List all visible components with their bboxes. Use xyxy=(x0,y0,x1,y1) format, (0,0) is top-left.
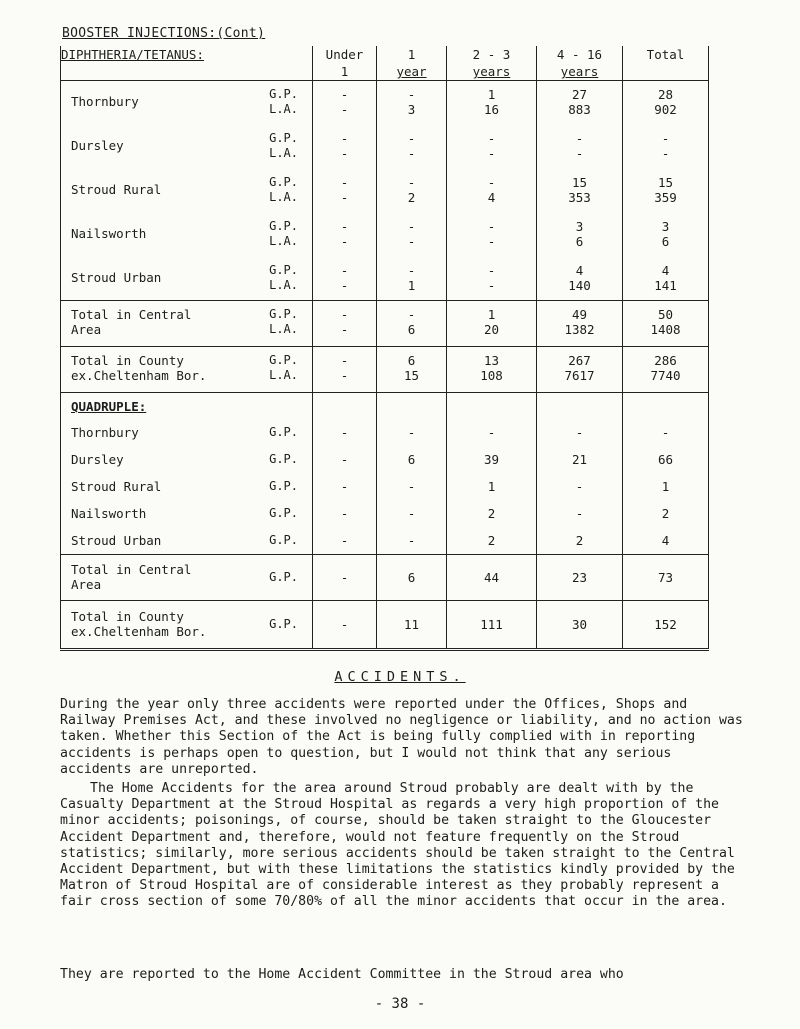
cell-value: 152 xyxy=(654,616,677,632)
cell-value: - xyxy=(340,277,349,293)
row-name: Stroud Urban xyxy=(71,532,162,548)
row-name-cell xyxy=(61,527,313,555)
accidents-paragraph-1: During the year only three accidents were reported under the Offices, Shops and Railway Premises Act, and these involved no negligence or liability, and no action was taken. Whether this Section of the Act is being fully complied with in reporting accidents is perhaps open to question, but I would not think that any serious accidents are unreported. xyxy=(60,697,743,777)
column-header-2-3-years: 2 - 3 years xyxy=(447,46,537,81)
value-cell-under1 xyxy=(313,257,377,301)
value-cell-total xyxy=(623,213,709,257)
cell-value: 111 xyxy=(480,616,503,632)
row-name: Stroud Rural xyxy=(71,478,162,494)
cell-value: - xyxy=(407,174,416,190)
cell-value: 15 xyxy=(657,174,674,190)
cell-value: 20 xyxy=(483,322,500,337)
cell-value: 28 xyxy=(657,87,674,102)
row-code: G.P. xyxy=(269,424,298,439)
cell-value: 267 xyxy=(568,353,591,368)
row-name-cell xyxy=(61,169,313,213)
cell-value: 1 xyxy=(661,478,670,494)
cell-value: 108 xyxy=(480,368,503,383)
cell-value: 6 xyxy=(575,233,584,249)
value-cell-year1 xyxy=(377,527,447,555)
value-cell-year1 xyxy=(377,446,447,473)
cell-value: 6 xyxy=(661,233,670,249)
table-row xyxy=(61,213,709,257)
value-cell-y416 xyxy=(537,446,623,473)
value-cell-y23 xyxy=(447,446,537,473)
cell-value: 3 xyxy=(575,218,584,234)
value-cell-y23 xyxy=(447,554,537,600)
row-code: G.P. xyxy=(269,569,298,584)
cell-value: 1 xyxy=(487,87,496,102)
cell-value: 49 xyxy=(571,307,588,322)
cell-value: 286 xyxy=(654,353,677,368)
column-header-name: DIPHTHERIA/TETANUS: xyxy=(61,46,313,81)
cell-value: G.P. xyxy=(269,353,298,367)
value-cell-total xyxy=(623,169,709,213)
row-name-cell xyxy=(61,473,313,500)
cell-value: L.A. xyxy=(269,368,298,382)
cell-value: 73 xyxy=(657,569,674,585)
value-cell-total xyxy=(623,257,709,301)
value-cell-under1 xyxy=(313,419,377,446)
cell-value: - xyxy=(340,130,349,146)
value-cell-under1 xyxy=(313,301,377,347)
cell-value: 6 xyxy=(407,353,416,368)
column-header-4-16-years: 4 - 16 years xyxy=(537,46,623,81)
value-cell-year1 xyxy=(377,169,447,213)
empty-cell xyxy=(537,393,623,419)
value-cell-year1 xyxy=(377,301,447,347)
cell-value: - xyxy=(407,532,416,548)
section-title-cell xyxy=(61,393,313,419)
cell-value: - xyxy=(340,353,349,368)
row-name-cell xyxy=(61,213,313,257)
cell-value: - xyxy=(407,424,416,440)
value-cell-y416 xyxy=(537,419,623,446)
value-cell-y416 xyxy=(537,347,623,393)
cell-value: 30 xyxy=(571,616,588,632)
row-name-cell xyxy=(61,301,313,347)
cell-value: 13 xyxy=(483,353,500,368)
cell-value: 141 xyxy=(654,277,677,293)
cell-value: - xyxy=(407,233,416,249)
cell-value: - xyxy=(340,505,349,521)
table-row xyxy=(61,500,709,527)
table-header-row xyxy=(61,46,709,81)
value-cell-under1 xyxy=(313,500,377,527)
value-cell-year1 xyxy=(377,347,447,393)
cell-value: - xyxy=(575,130,584,146)
cell-value: 1382 xyxy=(564,322,595,337)
cell-value: - xyxy=(340,451,349,467)
cell-value: - xyxy=(340,322,349,337)
accidents-title: ACCIDENTS. xyxy=(334,669,466,685)
row-code: G.P. xyxy=(269,616,298,631)
value-cell-under1 xyxy=(313,125,377,169)
value-cell-under1 xyxy=(313,527,377,555)
row-name: Thornbury xyxy=(71,424,139,440)
row-name-cell xyxy=(61,554,313,600)
cell-value: - xyxy=(340,87,349,102)
cell-value: - xyxy=(340,102,349,117)
cell-value: - xyxy=(407,478,416,494)
column-header-total: Total xyxy=(623,46,709,81)
value-cell-y23 xyxy=(447,213,537,257)
cell-value: ex.Cheltenham Bor. xyxy=(71,624,207,639)
cell-value: - xyxy=(407,218,416,234)
cell-value: G.P. xyxy=(269,130,298,145)
cell-value: 1 xyxy=(487,478,496,494)
row-code: G.P. xyxy=(269,478,298,493)
row-name: Dursley xyxy=(71,137,124,153)
cell-value: - xyxy=(407,505,416,521)
cell-value: 50 xyxy=(657,307,674,322)
row-code: G.P. xyxy=(269,505,298,520)
value-cell-total xyxy=(623,473,709,500)
cell-value: L.A. xyxy=(269,189,298,204)
value-cell-under1 xyxy=(313,169,377,213)
value-cell-y416 xyxy=(537,554,623,600)
value-cell-y23 xyxy=(447,500,537,527)
cell-value: - xyxy=(487,233,496,249)
cell-value: 15 xyxy=(571,174,588,190)
cell-value: - xyxy=(487,130,496,146)
cell-value: - xyxy=(487,424,496,440)
value-cell-y416 xyxy=(537,257,623,301)
cell-value: L.A. xyxy=(269,322,298,336)
value-cell-total xyxy=(623,347,709,393)
total-row xyxy=(61,347,709,393)
cell-value: Total in Central xyxy=(71,562,192,577)
value-cell-y23 xyxy=(447,419,537,446)
empty-cell xyxy=(623,393,709,419)
cell-value: 4 xyxy=(487,189,496,205)
row-name: Stroud Rural xyxy=(71,181,162,197)
cell-value: - xyxy=(575,478,584,494)
row-name-cell xyxy=(61,500,313,527)
value-cell-year1 xyxy=(377,500,447,527)
cell-value: - xyxy=(340,189,349,205)
cell-value: G.P. xyxy=(269,218,298,233)
value-cell-total xyxy=(623,419,709,446)
cell-value: - xyxy=(340,616,349,632)
cell-value: 2 xyxy=(487,505,496,521)
cell-value: 883 xyxy=(568,102,591,117)
row-code: G.P. xyxy=(269,451,298,466)
cell-value: L.A. xyxy=(269,145,298,160)
cell-value: 39 xyxy=(483,451,500,467)
value-cell-y416 xyxy=(537,169,623,213)
table-row xyxy=(61,125,709,169)
cell-value: - xyxy=(661,130,670,146)
cell-value: Area xyxy=(71,322,102,337)
row-name-cell xyxy=(61,81,313,125)
cell-value: - xyxy=(340,307,349,322)
value-cell-under1 xyxy=(313,600,377,649)
page-heading: BOOSTER INJECTIONS:(Cont) xyxy=(62,26,266,41)
value-cell-total xyxy=(623,500,709,527)
value-cell-under1 xyxy=(313,473,377,500)
cell-value: - xyxy=(340,569,349,585)
value-cell-year1 xyxy=(377,81,447,125)
cell-value: Area xyxy=(71,577,102,592)
cell-value: - xyxy=(340,424,349,440)
cell-value: 23 xyxy=(571,569,588,585)
table-row xyxy=(61,169,709,213)
cell-value: 2 xyxy=(407,189,416,205)
cell-value: 21 xyxy=(571,451,588,467)
value-cell-year1 xyxy=(377,257,447,301)
value-cell-y416 xyxy=(537,301,623,347)
cell-value: 15 xyxy=(403,368,420,383)
cell-value: ex.Cheltenham Bor. xyxy=(71,368,207,383)
booster-injections-table xyxy=(60,46,709,651)
column-header-under-1: Under 1 xyxy=(313,46,377,81)
value-cell-y416 xyxy=(537,473,623,500)
value-cell-year1 xyxy=(377,419,447,446)
value-cell-total xyxy=(623,600,709,649)
cell-value: - xyxy=(487,174,496,190)
row-name: Stroud Urban xyxy=(71,269,162,285)
quadruple-title: QUADRUPLE: xyxy=(71,399,147,414)
cell-value: 16 xyxy=(483,102,500,117)
row-name-cell xyxy=(61,125,313,169)
cell-value: - xyxy=(407,130,416,146)
value-cell-under1 xyxy=(313,213,377,257)
cell-value: 7617 xyxy=(564,368,595,383)
cell-value: - xyxy=(487,145,496,161)
quadruple-title-row xyxy=(61,393,709,419)
cell-value: - xyxy=(340,368,349,383)
value-cell-y416 xyxy=(537,125,623,169)
value-cell-total xyxy=(623,81,709,125)
cell-value: - xyxy=(340,262,349,278)
cell-value: - xyxy=(340,145,349,161)
cell-value: 6 xyxy=(407,322,416,337)
cell-value: 66 xyxy=(657,451,674,467)
row-name-cell xyxy=(61,347,313,393)
cell-value: - xyxy=(487,218,496,234)
value-cell-year1 xyxy=(377,554,447,600)
cell-value: - xyxy=(340,478,349,494)
cell-value: 359 xyxy=(654,189,677,205)
cell-value: 2 xyxy=(661,505,670,521)
cell-value: 27 xyxy=(571,87,588,102)
cell-value: 1 xyxy=(407,277,416,293)
value-cell-y23 xyxy=(447,600,537,649)
cell-value: L.A. xyxy=(269,102,298,116)
cell-value: 7740 xyxy=(650,368,681,383)
table-row xyxy=(61,446,709,473)
cell-value: - xyxy=(340,218,349,234)
value-cell-year1 xyxy=(377,213,447,257)
cell-value: 4 xyxy=(575,262,584,278)
accidents-paragraph-2: The Home Accidents for the area around Stroud probably are dealt with by the Casualty Department at the Stroud Hospital as regards a very high proportion of the minor accidents; poisonings, of course, should be taken straight to the Gloucester Accident Department and, therefore, would not feature frequently on the Stroud statistics; similarly, more serious accidents should be taken straight to the Central Accident Department, but with these limitations the statistics kindly provided by the Matron of Stroud Hospital are of considerable interest as they probably represent a fair cross section of some 70/80% of all the minor accidents that occur in the area. xyxy=(60,781,735,910)
cell-value: L.A. xyxy=(269,233,298,248)
accidents-paragraph-3: They are reported to the Home Accident Committee in the Stroud area who xyxy=(60,967,624,982)
cell-value: - xyxy=(407,87,416,102)
cell-value: - xyxy=(487,262,496,278)
cell-value: 3 xyxy=(407,102,416,117)
page-number: - 38 - xyxy=(374,996,426,1012)
value-cell-total xyxy=(623,301,709,347)
cell-value: - xyxy=(340,532,349,548)
value-cell-y416 xyxy=(537,81,623,125)
empty-cell xyxy=(447,393,537,419)
cell-value: 4 xyxy=(661,262,670,278)
value-cell-total xyxy=(623,125,709,169)
row-name: Dursley xyxy=(71,451,124,467)
row-name: Thornbury xyxy=(71,94,139,109)
column-header-1-year: 1 year xyxy=(377,46,447,81)
cell-value: G.P. xyxy=(269,262,298,277)
value-cell-under1 xyxy=(313,81,377,125)
value-cell-under1 xyxy=(313,446,377,473)
cell-value: - xyxy=(487,277,496,293)
cell-value: 11 xyxy=(403,616,420,632)
cell-value: - xyxy=(575,424,584,440)
cell-value: 1 xyxy=(487,307,496,322)
total-row xyxy=(61,301,709,347)
row-code: G.P. xyxy=(269,532,298,547)
row-name-cell xyxy=(61,600,313,649)
row-name-cell xyxy=(61,419,313,446)
cell-value: 6 xyxy=(407,451,416,467)
cell-value: 6 xyxy=(407,569,416,585)
value-cell-year1 xyxy=(377,125,447,169)
cell-value: - xyxy=(661,145,670,161)
cell-value: - xyxy=(340,174,349,190)
cell-value: 2 xyxy=(575,532,584,548)
value-cell-y23 xyxy=(447,257,537,301)
cell-value: - xyxy=(407,145,416,161)
row-name-cell xyxy=(61,446,313,473)
total-row xyxy=(61,600,709,649)
total-row xyxy=(61,554,709,600)
empty-cell xyxy=(377,393,447,419)
row-name: Nailsworth xyxy=(71,505,147,521)
row-name: Nailsworth xyxy=(71,225,147,241)
empty-cell xyxy=(313,393,377,419)
value-cell-under1 xyxy=(313,347,377,393)
cell-value: - xyxy=(340,233,349,249)
value-cell-y23 xyxy=(447,527,537,555)
value-cell-under1 xyxy=(313,554,377,600)
row-name-cell xyxy=(61,257,313,301)
table-row xyxy=(61,473,709,500)
table-row xyxy=(61,257,709,301)
cell-value: L.A. xyxy=(269,277,298,292)
value-cell-year1 xyxy=(377,600,447,649)
cell-value: - xyxy=(661,424,670,440)
cell-value: - xyxy=(407,262,416,278)
cell-value: G.P. xyxy=(269,174,298,189)
cell-value: - xyxy=(407,307,416,322)
cell-value: 3 xyxy=(661,218,670,234)
cell-value: - xyxy=(575,505,584,521)
value-cell-y416 xyxy=(537,500,623,527)
value-cell-y23 xyxy=(447,347,537,393)
cell-value: Total in Central xyxy=(71,307,192,322)
cell-value: Total in County xyxy=(71,353,184,368)
table-row xyxy=(61,81,709,125)
cell-value: G.P. xyxy=(269,87,298,101)
cell-value: 2 xyxy=(487,532,496,548)
value-cell-y23 xyxy=(447,301,537,347)
table-row xyxy=(61,527,709,555)
value-cell-y23 xyxy=(447,81,537,125)
cell-value: Total in County xyxy=(71,609,184,624)
value-cell-year1 xyxy=(377,473,447,500)
cell-value: 4 xyxy=(661,532,670,548)
value-cell-y23 xyxy=(447,473,537,500)
value-cell-total xyxy=(623,527,709,555)
cell-value: 44 xyxy=(483,569,500,585)
value-cell-y416 xyxy=(537,213,623,257)
value-cell-total xyxy=(623,554,709,600)
cell-value: 140 xyxy=(568,277,591,293)
value-cell-y416 xyxy=(537,527,623,555)
cell-value: 353 xyxy=(568,189,591,205)
cell-value: - xyxy=(575,145,584,161)
value-cell-y23 xyxy=(447,125,537,169)
value-cell-y416 xyxy=(537,600,623,649)
cell-value: 902 xyxy=(654,102,677,117)
table-row xyxy=(61,419,709,446)
value-cell-total xyxy=(623,446,709,473)
cell-value: G.P. xyxy=(269,307,298,321)
cell-value: 1408 xyxy=(650,322,681,337)
value-cell-y23 xyxy=(447,169,537,213)
